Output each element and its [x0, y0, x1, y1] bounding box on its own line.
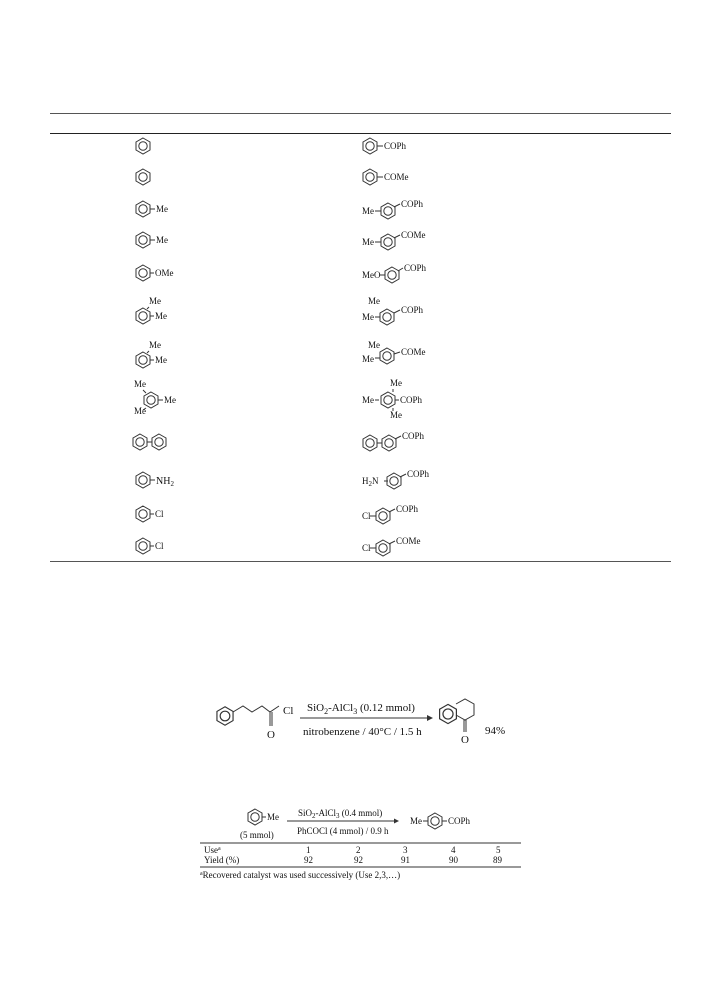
product-9	[363, 431, 425, 451]
substrate-12-sub: Cl	[155, 541, 164, 551]
substrate-xylene-7	[136, 340, 167, 368]
substrate-mesitylene-8	[134, 379, 176, 416]
substrate-xylene-6	[136, 296, 167, 324]
product-12-sub: COMe	[396, 536, 421, 546]
scheme1-reagent-top: SiO$_2$-AlCl$_3$ (0.12 mmol)	[307, 702, 415, 716]
product-8-bottom: Me	[390, 410, 402, 420]
product-7-top: Me	[368, 340, 380, 350]
product-6	[362, 296, 424, 325]
substrate-10-sub: $NH_2$	[156, 476, 174, 488]
use-3: 3	[403, 845, 408, 855]
substrate-7-sub: Me	[155, 355, 167, 365]
substrate-toluene-4	[136, 232, 168, 248]
product-5-sub: COPh	[404, 263, 427, 273]
use-4: 4	[451, 845, 456, 855]
scheme2-row-yield-label: Yield (%)	[204, 855, 240, 865]
substrate-11-sub: Cl	[155, 509, 164, 519]
yield-4: 90	[449, 855, 458, 865]
yield-1: 92	[304, 855, 313, 865]
product-8	[362, 378, 423, 420]
substrate-6-sub: Me	[155, 311, 167, 321]
substrate-7-top: Me	[149, 340, 161, 350]
substrate-8-right: Me	[164, 395, 176, 405]
substrate-biphenyl-9	[133, 434, 166, 450]
product-10-sub: COPh	[407, 469, 430, 479]
scheme2-row-use-label: Use$^a$	[204, 845, 221, 855]
scheme1-reactant	[217, 705, 293, 741]
product-11-sub: COPh	[396, 504, 419, 514]
yield-3: 91	[401, 855, 410, 865]
scheme1-product-o: O	[461, 734, 469, 746]
product-8-top: Me	[390, 378, 402, 388]
scheme1-product	[440, 699, 474, 746]
substrate-anisole-5	[136, 265, 174, 281]
substrate-chlorobenzene-11	[136, 506, 164, 522]
use-1: 1	[306, 845, 311, 855]
product-5	[362, 263, 427, 283]
product-11	[362, 504, 419, 524]
substrate-chlorobenzene-12	[136, 538, 164, 554]
product-3-sub: COPh	[401, 199, 424, 209]
product-3	[362, 199, 424, 219]
substrate-benzene-2	[136, 169, 150, 185]
product-7	[362, 340, 426, 364]
product-6-left: Me	[362, 312, 374, 322]
scheme2-reactant-amount: (5 mmol)	[240, 830, 274, 840]
scheme2-reagent-top: SiO$_2$-AlCl$_3$ (0.4 mmol)	[298, 808, 383, 820]
scheme2-reagent-bottom: PhCOCl (4 mmol) / 0.9 h	[297, 826, 389, 836]
product-12	[362, 536, 421, 556]
product-7-left: Me	[362, 354, 374, 364]
product-3-left: Me	[362, 206, 374, 216]
substrate-3-sub: Me	[156, 204, 168, 214]
scheme2-product	[410, 813, 471, 829]
substrate-aniline-10	[136, 472, 174, 488]
product-10-left: $H_2N$	[362, 476, 379, 488]
substrate-8-bottom: Me	[134, 406, 146, 416]
substrate-toluene-3	[136, 201, 168, 217]
yield-2: 92	[354, 855, 363, 865]
substrate-5-sub: OMe	[155, 268, 174, 278]
product-1	[363, 138, 407, 154]
product-4-left: Me	[362, 237, 374, 247]
scheme2-product-coph: COPh	[448, 816, 471, 826]
substrate-8-top: Me	[134, 379, 146, 389]
scheme2	[200, 808, 521, 880]
scheme1-reactant-cl: Cl	[283, 705, 294, 717]
scheme1	[217, 699, 505, 746]
product-2	[363, 169, 409, 185]
substrate-6-top: Me	[149, 296, 161, 306]
scheme2-product-me: Me	[410, 816, 422, 826]
product-8-sub: COPh	[400, 395, 423, 405]
scheme2-arrowhead	[394, 819, 399, 824]
scheme1-yield: 94%	[485, 725, 506, 737]
product-1-sub: COPh	[384, 141, 407, 151]
substrate-benzene-1	[136, 138, 150, 154]
product-6-sub: COPh	[401, 305, 424, 315]
product-10	[362, 469, 430, 489]
scheme2-reactant-me: Me	[267, 812, 279, 822]
product-8-left: Me	[362, 395, 374, 405]
yield-5: 89	[493, 855, 502, 865]
scheme1-reagent-bottom: nitrobenzene / 40°C / 1.5 h	[303, 726, 422, 738]
scheme1-arrowhead	[427, 715, 433, 721]
use-2: 2	[356, 845, 361, 855]
product-11-left: Cl	[362, 511, 371, 521]
product-4-sub: COMe	[401, 230, 426, 240]
product-4	[362, 230, 426, 250]
product-6-top: Me	[368, 296, 380, 306]
scheme2-reactant	[240, 809, 279, 840]
use-5: 5	[496, 845, 501, 855]
product-9-sub: COPh	[402, 431, 425, 441]
scheme1-reactant-o: O	[267, 729, 275, 741]
product-12-left: Cl	[362, 543, 371, 553]
product-5-left: MeO	[362, 270, 381, 280]
substrate-4-sub: Me	[156, 235, 168, 245]
scheme2-footnote: $^a$Recovered catalyst was used successively (Use 2,3,…)	[200, 870, 401, 880]
product-2-sub: COMe	[384, 172, 409, 182]
product-7-sub: COMe	[401, 347, 426, 357]
